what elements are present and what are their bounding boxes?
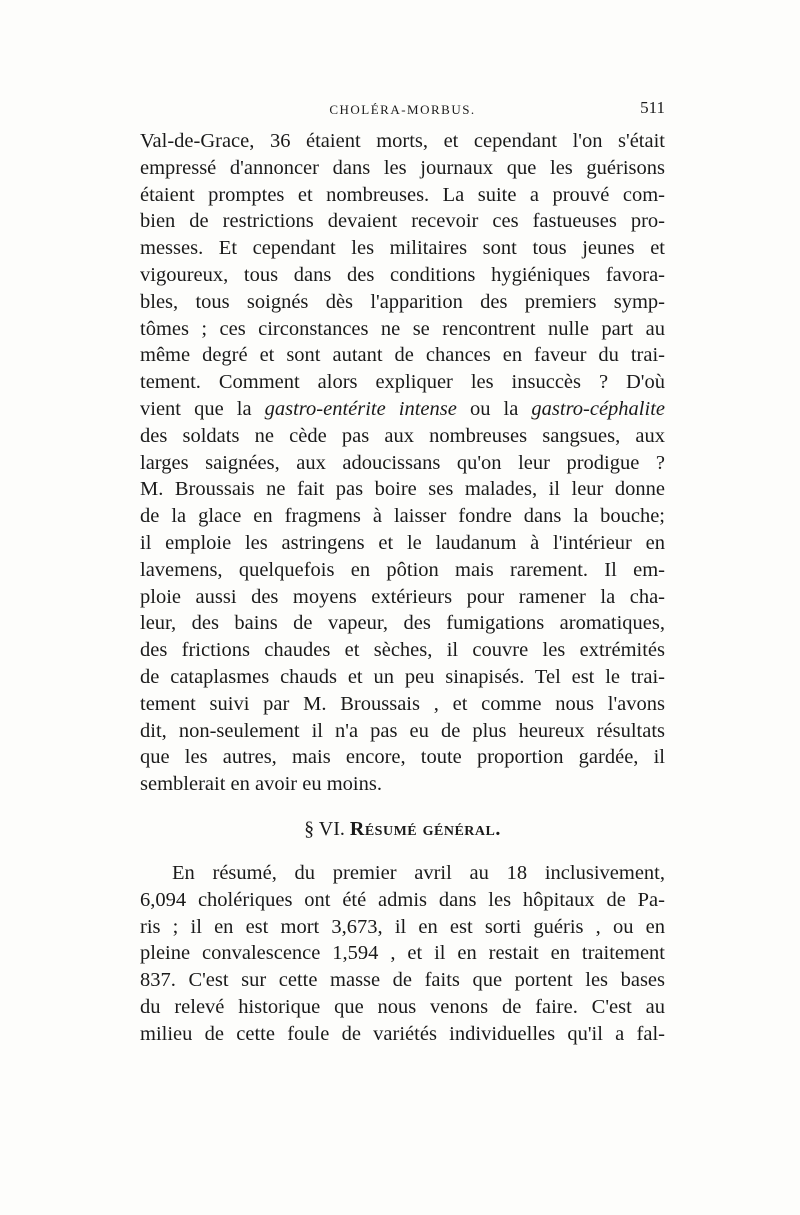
text-line: En résumé, du premier avril au 18 inclusivement, [172, 861, 665, 884]
section-number: § VI. [304, 817, 345, 840]
text-line: tement. Comment alors expliquer les insuccès ? D'où [140, 371, 665, 394]
text-line: des soldats ne cède pas aux nombreuses sangsues, aux [140, 424, 665, 447]
text-line: messes. Et cependant les militaires sont tous jeunes et [140, 237, 665, 260]
section-title: Résumé général. [349, 817, 501, 840]
text-line: Val-de-Grace, 36 étaient morts, et cependant l'on s'était [140, 130, 665, 152]
page-header [140, 100, 665, 122]
page-number: 511 [640, 98, 665, 117]
body-text [140, 128, 665, 1048]
text-line: étaient promptes et nombreuses. La suite a prouvé com- [140, 183, 665, 206]
section-heading [140, 798, 665, 860]
text-run: ou la [456, 397, 532, 420]
text-run: vient que la [140, 397, 265, 420]
text-line: lavemens, quelquefois en pôtion mais rarement. Il em- [140, 558, 665, 581]
text-line: milieu de cette foule de variétés individuelles qu'il a fal- [140, 1022, 665, 1045]
text-line: du relevé historique que nous venons de faire. C'est au [140, 995, 665, 1018]
text-line: même degré et sont autant de chances en faveur du trai- [140, 344, 665, 367]
text-line-with-italics [140, 396, 665, 423]
text-line: empressé d'annoncer dans les journaux que les guérisons [140, 156, 665, 179]
text-line: de cataplasmes chauds et un peu sinapisés. Tel est le trai- [140, 665, 665, 688]
text-line: leur, des bains de vapeur, des fumigations aromatiques, [140, 612, 665, 635]
paragraph-1 [140, 128, 665, 798]
text-line: bien de restrictions devaient recevoir ces fastueuses pro- [140, 210, 665, 233]
text-line: larges saignées, aux adoucissans qu'on leur prodigue ? [140, 451, 665, 474]
running-head: CHOLÉRA-MORBUS. [329, 102, 476, 117]
text-line: il emploie les astringens et le laudanum à l'intérieur en [140, 531, 665, 554]
text-line: pleine convalescence 1,594 , et il en restait en traitement [140, 942, 665, 965]
text-line: 6,094 cholériques ont été admis dans les hôpitaux de Pa- [140, 888, 665, 911]
text-line: bles, tous soignés dès l'apparition des premiers symp- [140, 290, 665, 313]
text-line: semblerait en avoir eu moins. [140, 773, 382, 796]
text-line: ris ; il en est mort 3,673, il en est sorti guéris , ou en [140, 915, 665, 938]
italic-term: gastro-céphalite [531, 397, 665, 420]
text-line: ploie aussi des moyens extérieurs pour ramener la cha- [140, 585, 665, 608]
text-line: tement suivi par M. Broussais , et comme nous l'avons [140, 692, 665, 715]
text-line: dit, non-seulement il n'a pas eu de plus heureux résultats [140, 719, 665, 742]
text-line: M. Broussais ne fait pas boire ses malades, il leur donne [140, 478, 665, 501]
text-line: de la glace en fragmens à laisser fondre dans la bouche; [140, 505, 665, 528]
italic-term: gastro-entérite intense [264, 397, 457, 420]
text-line: tômes ; ces circonstances ne se rencontrent nulle part au [140, 317, 665, 340]
text-line: vigoureux, tous dans des conditions hygiéniques favora- [140, 263, 665, 286]
text-line: des frictions chaudes et sèches, il couvre les extrémités [140, 639, 665, 662]
text-line: 837. C'est sur cette masse de faits que portent les bases [140, 969, 665, 992]
text-line: que les autres, mais encore, toute proportion gardée, il [140, 746, 665, 769]
paragraph-2 [140, 860, 665, 1048]
